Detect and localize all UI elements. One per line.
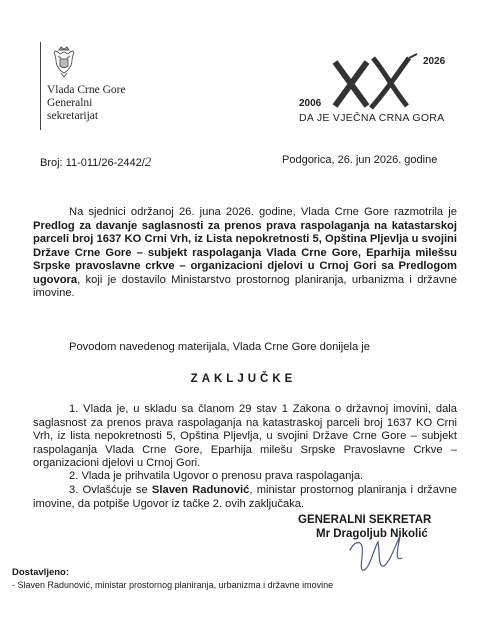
handwritten-number: 2 — [144, 154, 152, 169]
distribution-title: Dostavljeno: — [12, 567, 70, 578]
handwritten-signature — [340, 512, 410, 582]
conclusion-item-3 — [33, 484, 457, 511]
government-name: Vlada Crne Gore — [47, 84, 126, 96]
item3-text-b: , ministar prostornog planiranja i državne imovine, da potpiše Ugovor iz tačke 2. ovih zaključaka. — [33, 484, 457, 510]
item3-minister-name: Slaven Radunović — [151, 484, 250, 496]
conclusion-item-1: 1. Vlada je, u skladu sa članom 29 stav 1 Zakona o državnoj imovini, dala saglasnost za prenos prava raspolaganja na katastraskoj parceli broj 1637 KO Crni Vrh, iz lista nepokretnosti 5, Opština Pljevlja, u svojini Države Crne Gore – subjekt raspolaganja Vlada Crne Gore, Eparhija milešu Srpske Pravoslavne Crkve – organizacioni djelovi u Crnoj Gori. — [33, 403, 457, 469]
distribution-item: - Slaven Radunović, ministar prostornog planiranja, urbanizma i državne imovine — [12, 580, 334, 590]
intro-text-a: Na sjednici održanoj 26. juna 2026. godine, Vlada Crne Gore razmotrila je — [69, 206, 457, 218]
conclusion-item-2: 2. Vlada je prihvatila Ugovor o prenosu prava raspolaganja. — [69, 470, 364, 482]
intro-proposal-title: Predlog za davanje saglasnosti za prenos prava raspolaganja na katastarskoj parceli broj 1637 KO Crni Vrh, iz Lista nepokretnosti 5, Opština Pljevlja u svojini Države Crne Gore – subjekt raspolaganja Vlada Crne Gore, Eparhija milešsu Srpske pravoslavne crkve – organizacioni djelovi u Crnoj Gori sa Predlogom ugovora — [33, 219, 457, 286]
logo-year-end: 2026 — [423, 56, 446, 67]
decision-intro: Povodom navedenog materijala, Vlada Crne Gore donijela je — [69, 341, 371, 353]
signer-name: Mr Dragoljub Nikolić — [316, 528, 428, 540]
item3-text-a: 3. Ovlašćuje se — [69, 484, 152, 496]
reference-number — [40, 154, 151, 170]
header-divider-line — [40, 42, 41, 130]
reference-number-text: Broj: 11-011/26-2442/ — [40, 157, 145, 169]
coat-of-arms-icon — [50, 46, 78, 78]
place-date: Podgorica, 26. jun 2026. godine — [282, 154, 438, 166]
logo-tagline: DA JE VJEČNA CRNA GORA — [299, 112, 445, 124]
logo-year-start: 2006 — [299, 98, 322, 109]
signer-title: GENERALNI SEKRETAR — [298, 514, 432, 526]
intro-text-b: , koji je dostavilo Ministarstvo prostornog planiranja, urbanizma i državne imovine. — [33, 273, 457, 299]
government-dept-line2: sekretarijat — [47, 110, 99, 122]
conclusions-heading: ZAKLJUČKE — [190, 373, 297, 385]
government-dept-line1: Generalni — [47, 97, 93, 109]
intro-paragraph — [33, 206, 457, 301]
